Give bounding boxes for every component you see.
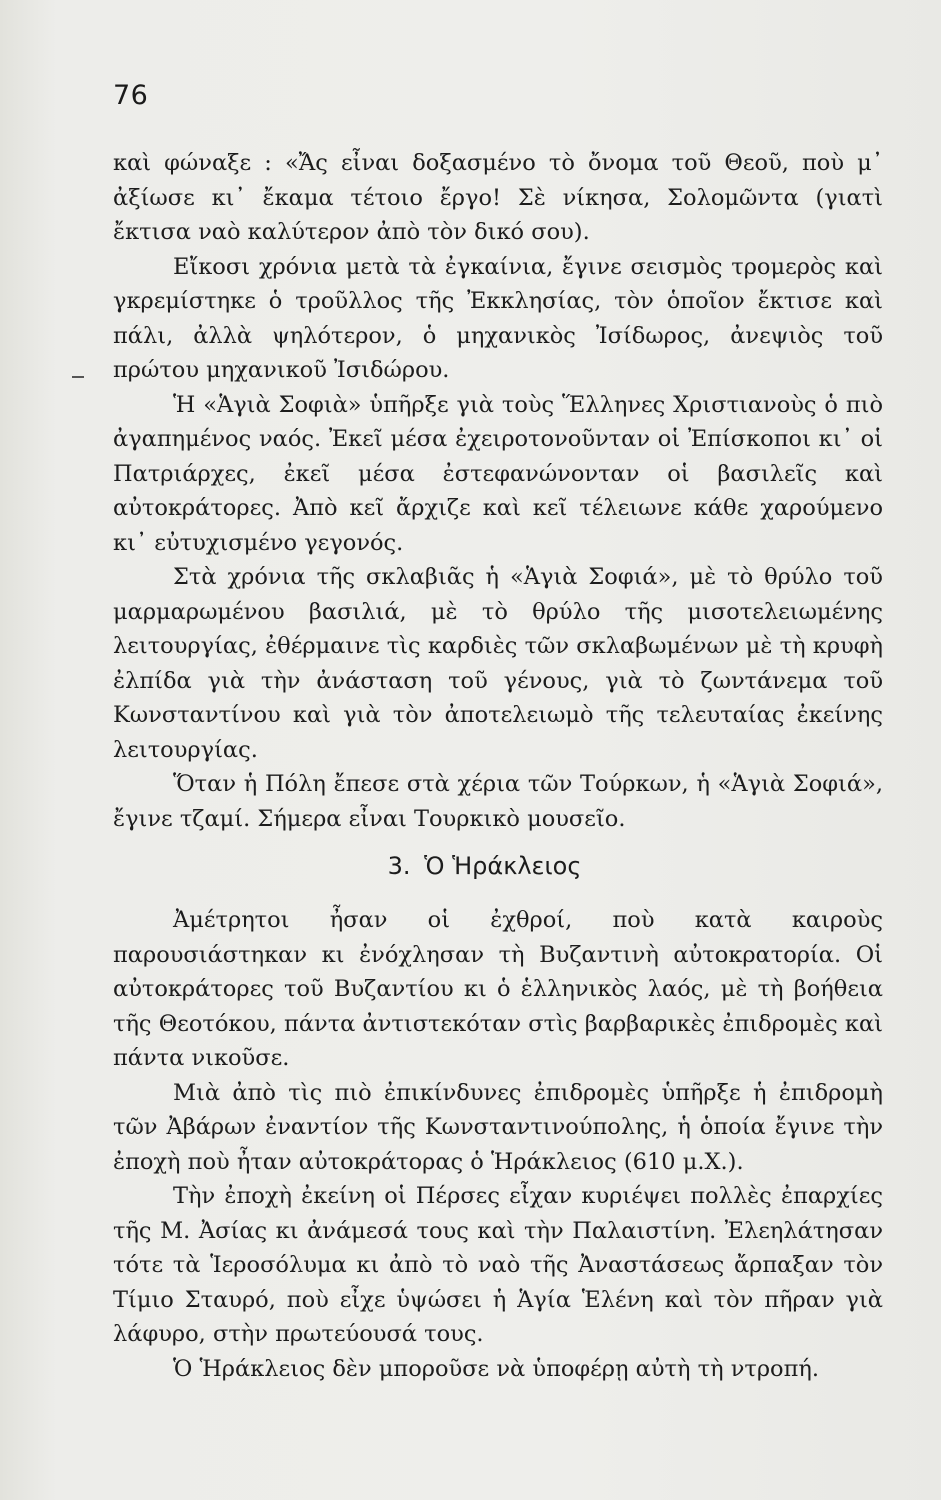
section-heading [0,852,941,880]
paragraph: Ὁ Ἡράκλειος δὲν μποροῦσε νὰ ὑποφέρῃ αὐτὴ τὴ ντροπή. [173,1355,820,1382]
paragraph: Τὴν ἐποχὴ ἐκείνη οἱ Πέρσες εἶχαν κυριέψει πολλὲς ἐπαρχίες τῆς Μ. Ἀσίας κι ἀνάμεσά τους καὶ τὴν Παλαιστίνη. Ἐλεηλάτησαν τότε τὰ Ἱεροσόλυμα κι ἀπὸ τὸ ναὸ τῆς Ἀναστάσεως ἄρπαξαν τὸν Τίμιο Σταυρό, ποὺ εἶχε ὑψώσει ἡ Ἁγία Ἑλένη καὶ τὸν πῆραν γιὰ λάφυρο, στὴν πρωτεύουσά τους. [113,1183,883,1347]
paragraph: καὶ φώναξε : «Ἄς εἶναι δοξασμένο τὸ ὄνομα τοῦ Θεοῦ, ποὺ μ᾽ ἀξίωσε κι᾽ ἔκαμα τέτοιο ἔργο! Σὲ νίκησα, Σολομῶντα (γιατὶ ἔκτισα ναὸ καλύτερον ἀπὸ τὸν δικό σου). [113,150,883,245]
paragraph: Εἴκοσι χρόνια μετὰ τὰ ἐγκαίνια, ἔγινε σεισμὸς τρομερὸς καὶ γκρεμίστηκε ὁ τροῦλλος τῆς Ἐκκλησίας, τὸν ὁποῖον ἔκτισε καὶ πάλι, ἀλλὰ ψηλότερον, ὁ μηχανικὸς Ἰσίδωρος, ἀνεψιὸς τοῦ πρώτου μηχανικοῦ Ἰσιδώρου. [113,253,883,383]
section-title: Ὁ Ἡράκλειος [424,852,582,880]
body-text-section-1 [113,146,883,836]
paragraph: Ἡ «Ἁγιὰ Σοφιὰ» ὑπῆρξε γιὰ τοὺς Ἕλληνες Χριστιανοὺς ὁ πιὸ ἀγαπημένος ναός. Ἐκεῖ μέσα ἐχειροτονοῦνταν οἱ Ἐπίσκοποι κι᾽ οἱ Πατριάρχες, ἐκεῖ μέσα ἐστεφανώνονταν οἱ βασιλεῖς καὶ αὐτοκράτορες. Ἀπὸ κεῖ ἄρχιζε καὶ κεῖ τέλειωνε κάθε χαρούμενο κι᾽ εὐτυχισμένο γεγονός. [113,391,883,556]
page-number: 76 [113,80,149,111]
paragraph: Στὰ χρόνια τῆς σκλαβιᾶς ἡ «Ἁγιὰ Σοφιά», μὲ τὸ θρύλο τοῦ μαρμαρωμένου βασιλιά, μὲ τὸ θρύλο τῆς μισοτελειωμένης λειτουργίας, ἐθέρμαινε τὶς καρδιὲς τῶν σκλαβωμένων μὲ τὴ κρυφὴ ἐλπίδα γιὰ τὴν ἀνάσταση τοῦ γένους, γιὰ τὸ ζωντάνεμα τοῦ Κωνσταντίνου καὶ γιὰ τὸν ἀποτελειωμὸ τῆς τελευταίας ἐκείνης λειτουργίας. [113,564,883,763]
body-text-section-2 [113,903,883,1386]
section-number: 3. [387,852,411,880]
margin-mark [72,376,84,378]
paragraph: Μιὰ ἀπὸ τὶς πιὸ ἐπικίνδυνες ἐπιδρομὲς ὑπῆρξε ἡ ἐπιδρομὴ τῶν Ἀβάρων ἐναντίον τῆς Κωνσταντινούπολης, ἡ ὁποία ἔγινε τὴν ἐποχὴ ποὺ ἦταν αὐτοκράτορας ὁ Ἡράκλειος (610 μ.Χ.). [113,1079,883,1175]
paragraph: Ὅταν ἡ Πόλη ἔπεσε στὰ χέρια τῶν Τούρκων, ἡ «Ἁγιὰ Σοφιά», ἔγινε τζαμί. Σήμερα εἶναι Τουρκικὸ μουσεῖο. [113,771,883,832]
paragraph: Ἀμέτρητοι ἦσαν οἱ ἐχθροί, ποὺ κατὰ καιροὺς παρουσιάστηκαν κι ἐνόχλησαν τὴ Βυζαντινὴ αὐτοκρατορία. Οἱ αὐτοκράτορες τοῦ Βυζαντίου κι ὁ ἑλληνικὸς λαός, μὲ τὴ βοήθεια τῆς Θεοτόκου, πάντα ἀντιστεκόταν στὶς βαρβαρικὲς ἐπιδρομὲς καὶ πάντα νικοῦσε. [113,907,883,1071]
